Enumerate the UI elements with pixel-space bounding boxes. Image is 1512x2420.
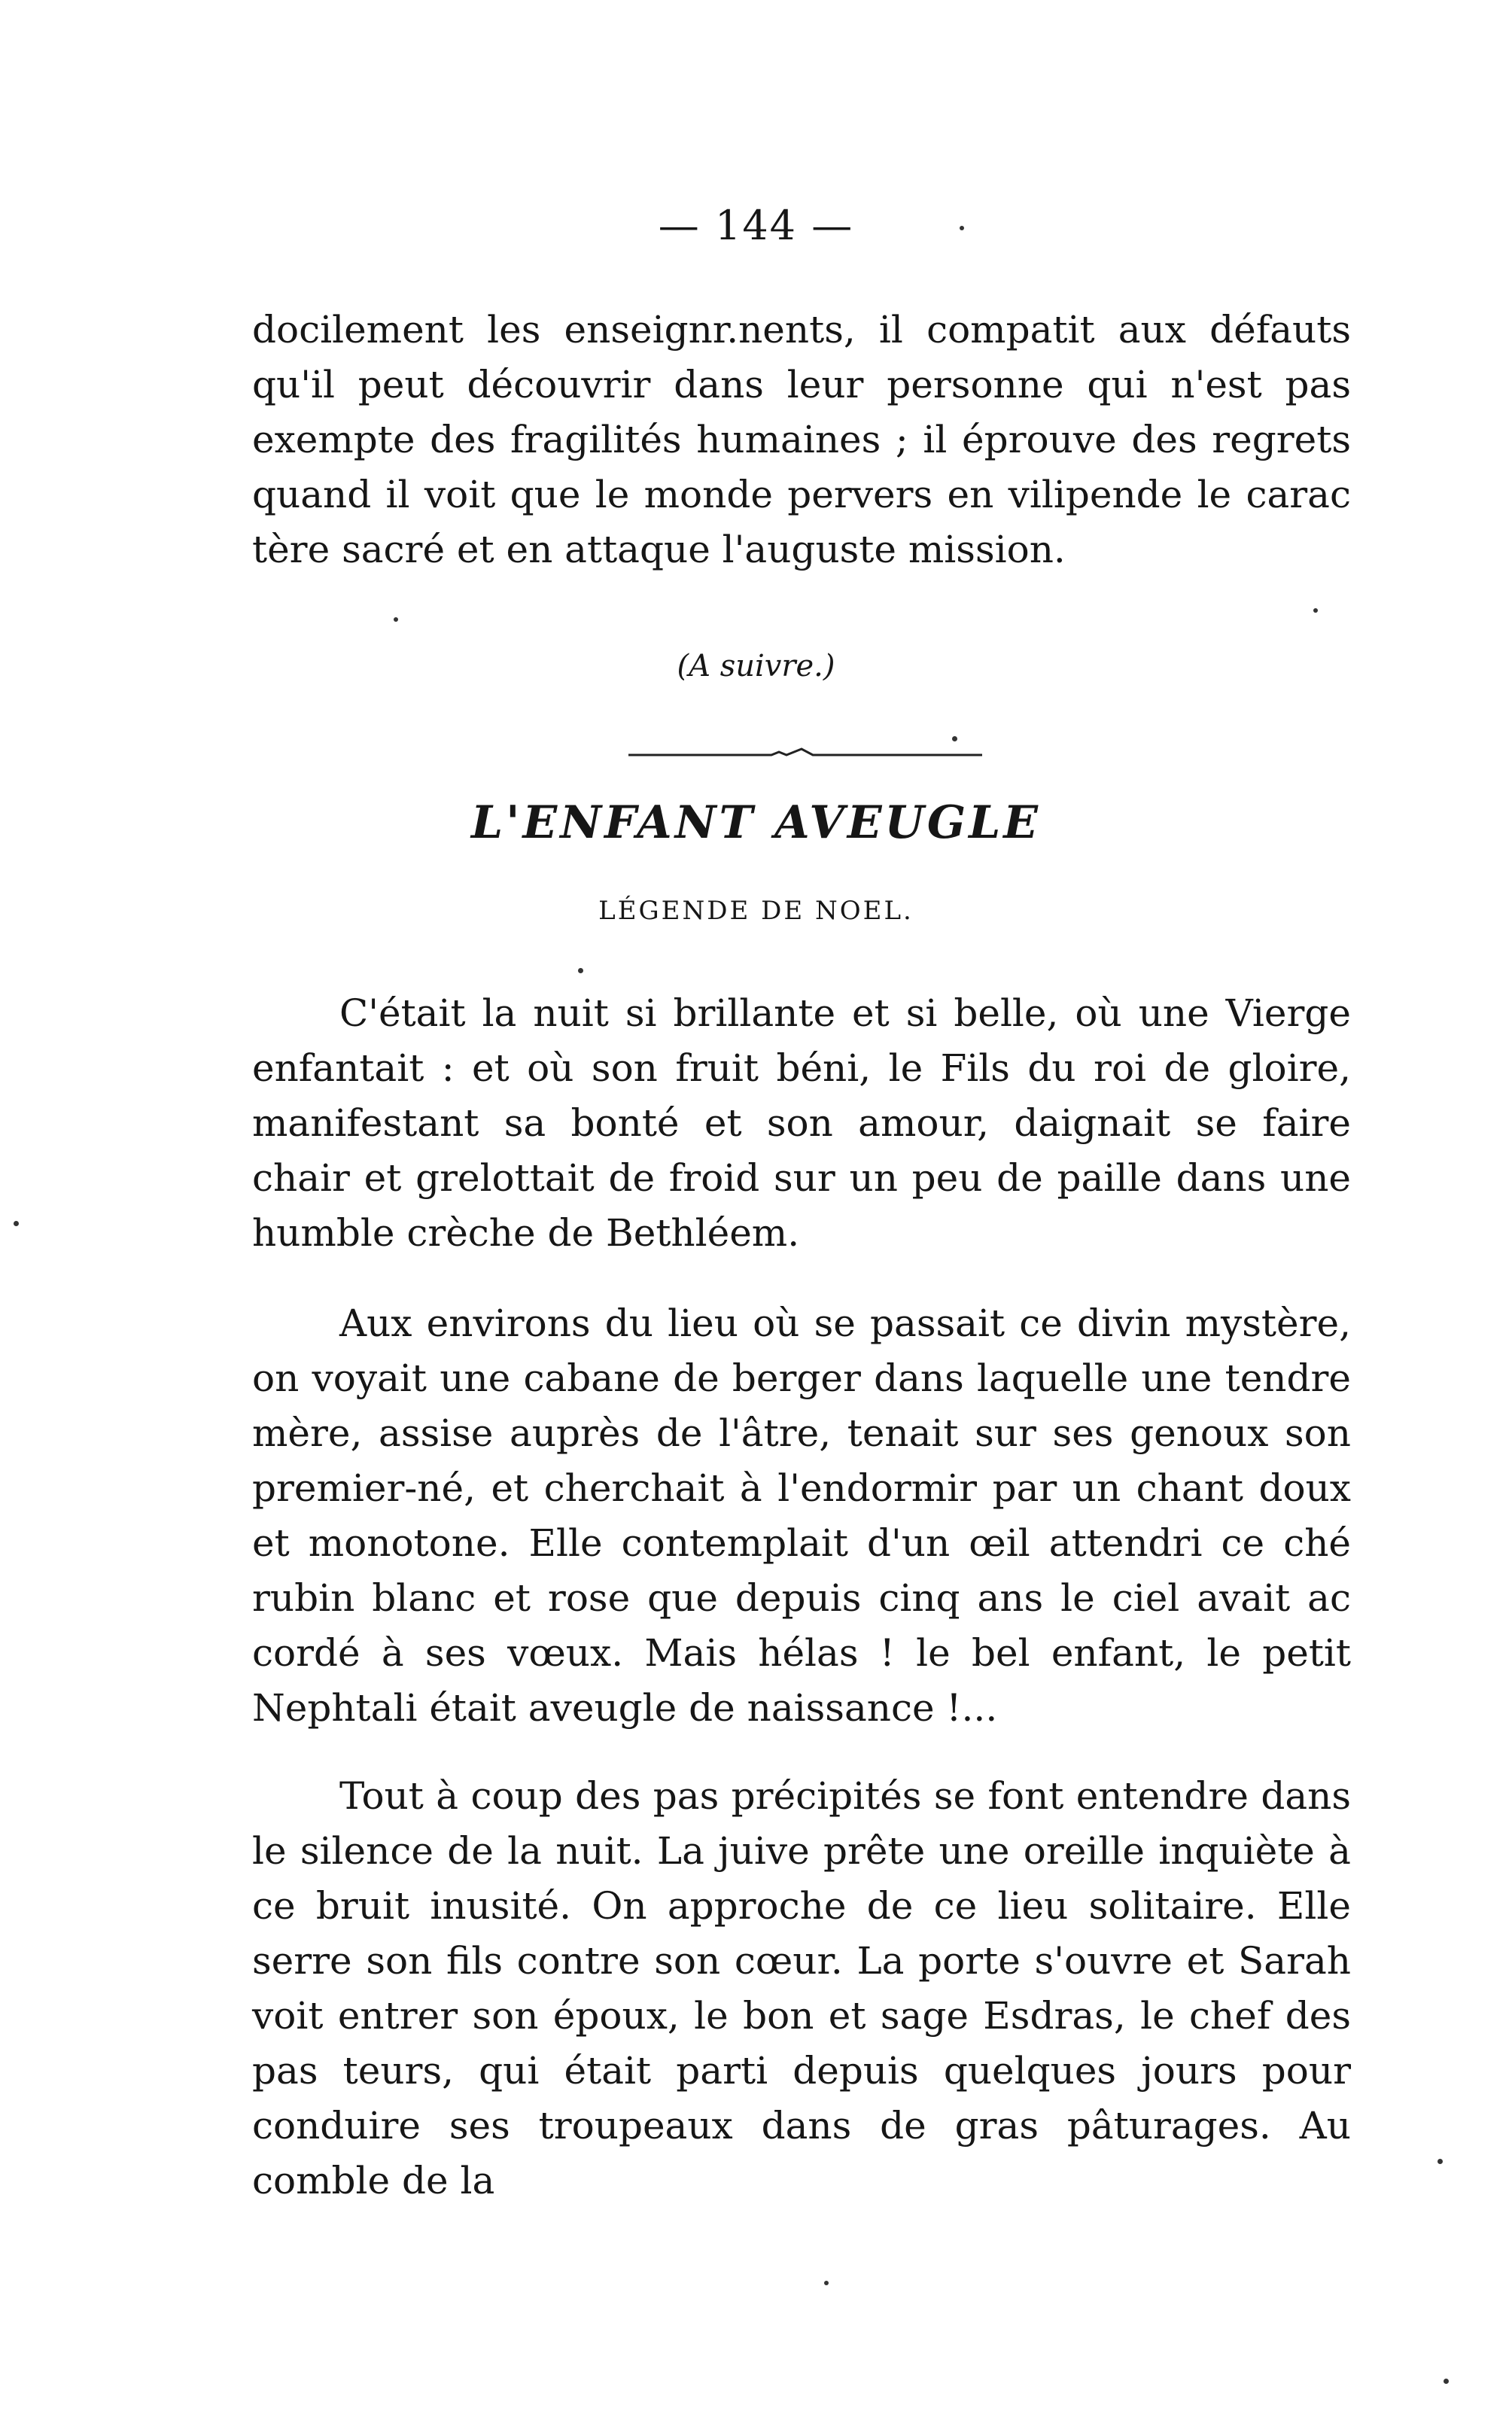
text-line: docilement les enseignr.nents, il compatit aux défauts	[252, 308, 1351, 352]
ornamental-divider	[628, 745, 982, 762]
print-speck	[578, 968, 583, 973]
paragraph	[252, 1769, 1351, 2208]
text-line: silence de la nuit. La juive prête une oreille inquiète à ce	[252, 1829, 1351, 1928]
paragraph-block	[252, 986, 1351, 1261]
text-line: quand il voit que le monde pervers en vilipende le carac	[252, 473, 1351, 516]
text-line: et monotone. Elle contemplait d'un œil attendri ce ché	[252, 1521, 1351, 1565]
text-line: manifestant sa bonté et son amour, daignait se faire chair	[252, 1101, 1351, 1200]
text-line: C'était la nuit si brillante et si belle, où une Vierge	[339, 991, 1351, 1035]
text-line: rubin blanc et rose que depuis cinq ans le ciel avait ac	[252, 1576, 1351, 1620]
text-line: et grelottait de froid sur un peu de paille dans une humble	[252, 1156, 1351, 1255]
text-line: ses troupeaux dans de gras pâturages. Au comble de la	[252, 2104, 1351, 2202]
continued-paragraph	[252, 303, 1351, 577]
text-line: entrer son époux, le bon et sage Esdras, le chef des pas	[252, 1994, 1351, 2093]
text-line: exempte des fragilités humaines ; il éprouve des regrets	[252, 418, 1351, 461]
article-title: L'ENFANT AVEUGLE	[470, 796, 1042, 849]
text-line: Nephtali était aveugle de naissance !...	[252, 1686, 998, 1730]
text-line: enfantait : et où son fruit béni, le Fils du roi de gloire,	[252, 1046, 1351, 1090]
text-line: son fils contre son cœur. La porte s'ouvre et Sarah voit	[252, 1939, 1351, 2038]
text-line: cordé à ses vœux. Mais hélas ! le bel enfant, le petit	[252, 1631, 1351, 1675]
text-line: qu'il peut découvrir dans leur personne qui n'est pas	[252, 363, 1351, 406]
paragraph-block	[252, 1296, 1351, 1736]
print-speck	[1437, 2159, 1443, 2164]
continued-text-block	[252, 303, 1351, 577]
paragraph	[252, 1296, 1351, 1736]
print-speck	[1444, 2379, 1449, 2384]
text-line: tère sacré et en attaque l'auguste mission.	[252, 528, 1066, 571]
page-number: — 144 —	[658, 202, 854, 249]
print-speck	[960, 226, 964, 230]
paragraph	[252, 986, 1351, 1261]
text-line: crèche de Bethléem.	[406, 1211, 800, 1255]
print-speck	[394, 617, 398, 622]
text-line: Tout à coup des pas précipités se font entendre dans le	[252, 1774, 1351, 1873]
text-line: on voyait une cabane de berger dans laquelle une tendre	[252, 1356, 1351, 1400]
to-be-continued-note: (A suivre.)	[677, 649, 835, 683]
print-speck	[824, 2281, 829, 2285]
text-line: teurs, qui était parti depuis quelques jours pour conduire	[252, 2049, 1351, 2148]
print-speck	[952, 736, 957, 741]
article-subtitle: LÉGENDE DE NOEL.	[598, 896, 914, 926]
text-line: mère, assise auprès de l'âtre, tenait sur ses genoux son	[252, 1411, 1351, 1455]
print-speck	[14, 1221, 19, 1226]
paragraph-block	[252, 1769, 1351, 2208]
text-line: Aux environs du lieu où se passait ce divin mystère,	[339, 1301, 1351, 1345]
text-line: bruit inusité. On approche de ce lieu solitaire. Elle serre	[252, 1884, 1351, 1983]
text-line: premier-né, et cherchait à l'endormir par un chant doux	[252, 1466, 1351, 1510]
print-speck	[1313, 608, 1318, 613]
